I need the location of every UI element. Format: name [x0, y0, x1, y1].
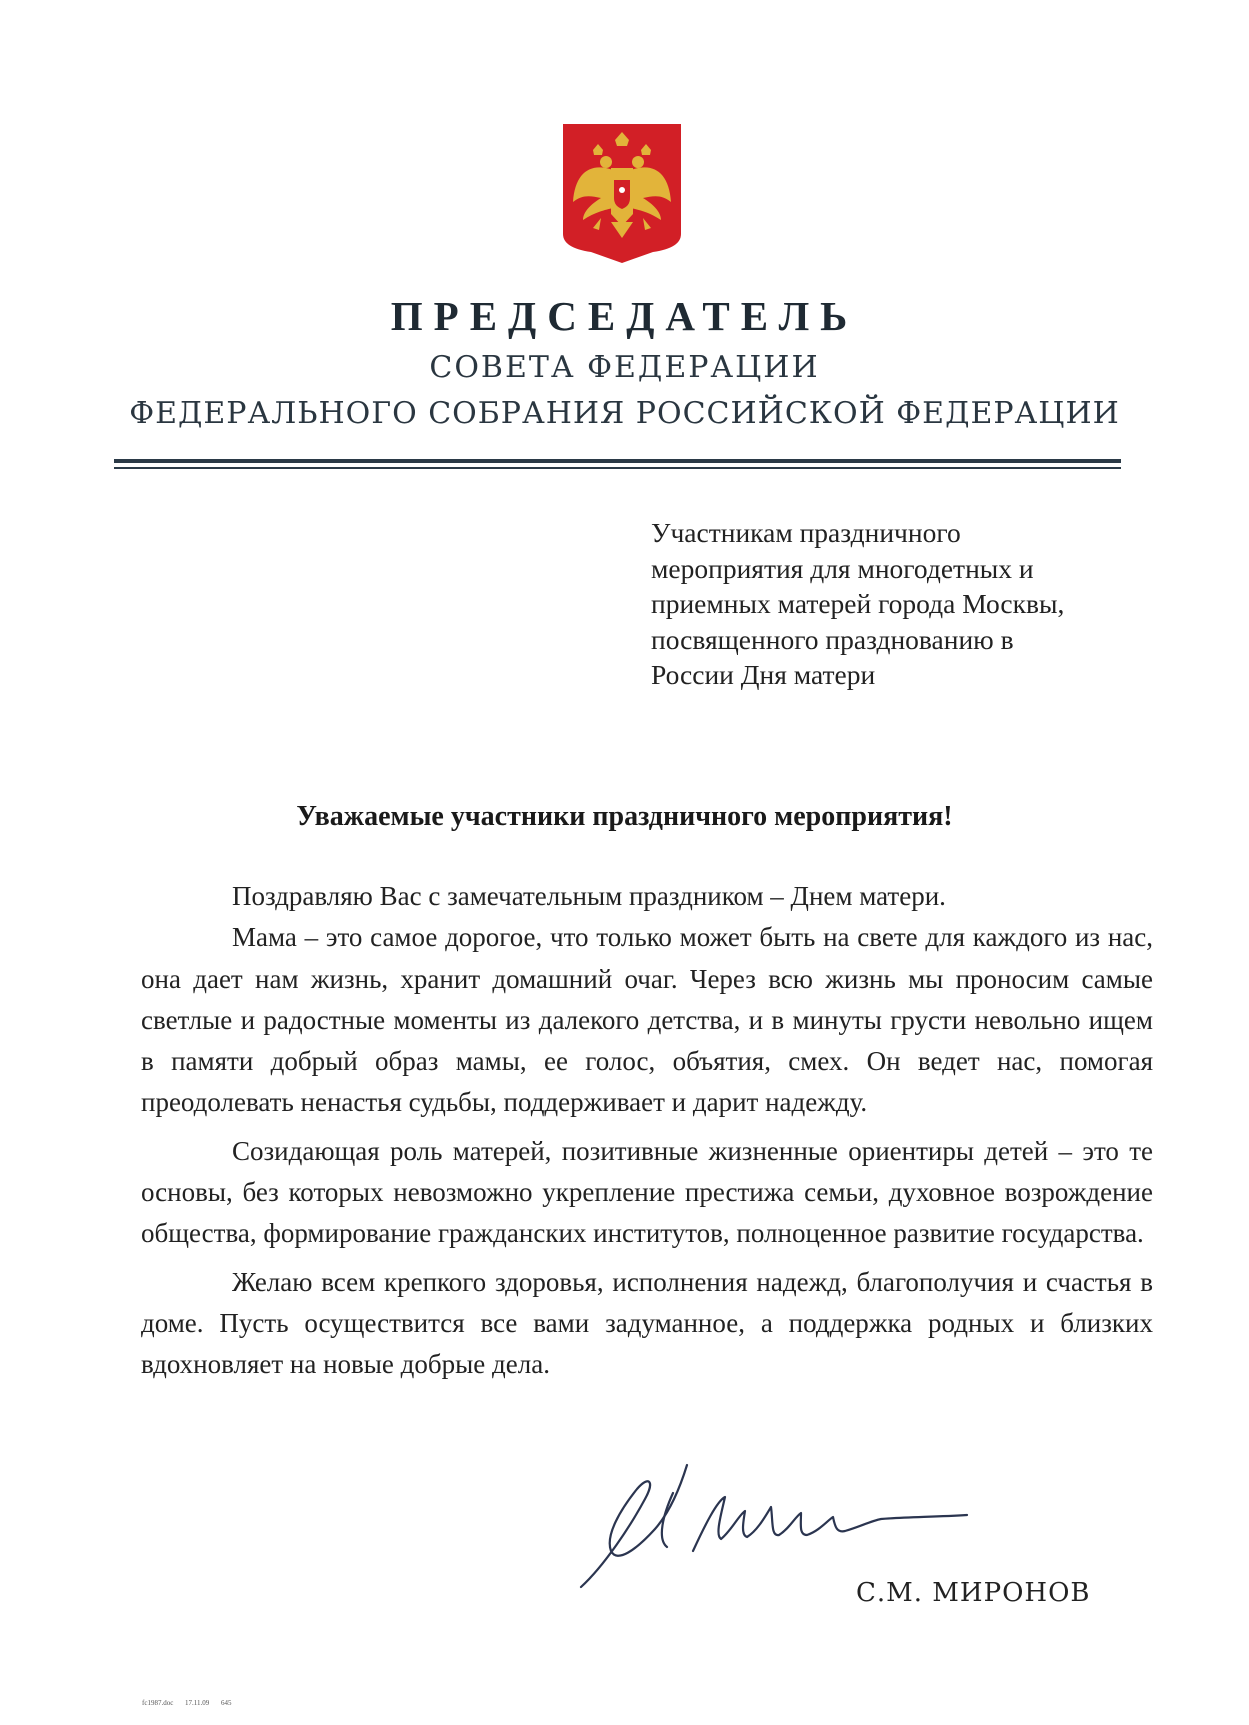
document-footer — [142, 1699, 242, 1707]
header-rule-thin — [114, 467, 1121, 469]
body-paragraph: Желаю всем крепкого здоровья, исполнения надежд, благополучия и счастья в доме. Пусть осуществится все вами задуманное, а поддержка родных и близких вдохновляет на новые добрые дела. — [141, 1266, 1153, 1380]
russian-coat-of-arms-icon — [561, 122, 683, 264]
addressee-line: России Дня матери — [651, 659, 876, 690]
body-paragraph: Созидающая роль матерей, позитивные жизненные ориентиры детей – это те основы, без которых невозможно укрепление престижа семьи, духовное возрождение общества, формирование гражданских институтов, полноценное развитие государства. — [141, 1135, 1153, 1249]
salutation: Уважаемые участники праздничного мероприятия! — [296, 801, 953, 832]
footer-code: 645 — [221, 1699, 232, 1707]
handwritten-signature — [575, 1455, 975, 1595]
signer-name: С.М. МИРОНОВ — [856, 1578, 1091, 1608]
letterhead-title: ПРЕДСЕДАТЕЛЬ — [390, 293, 859, 339]
footer-date: 17.11.09 — [185, 1699, 210, 1707]
addressee-line: посвященного празднованию в — [651, 623, 1014, 655]
letterhead-subtitle-2: ФЕДЕРАЛЬНОГО СОБРАНИЯ РОССИЙСКОЙ ФЕДЕРАЦИИ — [129, 396, 1120, 431]
addressee-line: приемных матерей города Москвы, — [651, 588, 1065, 619]
letter-body — [141, 876, 1153, 1386]
addressee-line: мероприятия для многодетных и — [651, 552, 1034, 584]
addressee-block — [651, 515, 1171, 693]
header-rule-thick — [114, 459, 1121, 463]
body-paragraph: Мама – это самое дорогое, что только может быть на свете для каждого из нас, она дает нам жизнь, хранит домашний очаг. Через всю жизнь мы проносим самые светлые и радостные моменты из далекого детства, и в минуты грусти невольно ищем в памяти добрый образ мамы, ее голос, объятия, смех. Он ведет нас, помогая преодолевать ненастья судьбы, поддерживает и дарит надежду. — [141, 922, 1153, 1118]
addressee-line: Участникам праздничного — [651, 517, 961, 548]
footer-filename: fc1987.doc — [142, 1699, 174, 1707]
body-paragraph: Поздравляю Вас с замечательным праздником – Днем матери. — [232, 881, 946, 911]
letterhead-subtitle-1: СОВЕТА ФЕДЕРАЦИИ — [429, 350, 820, 385]
